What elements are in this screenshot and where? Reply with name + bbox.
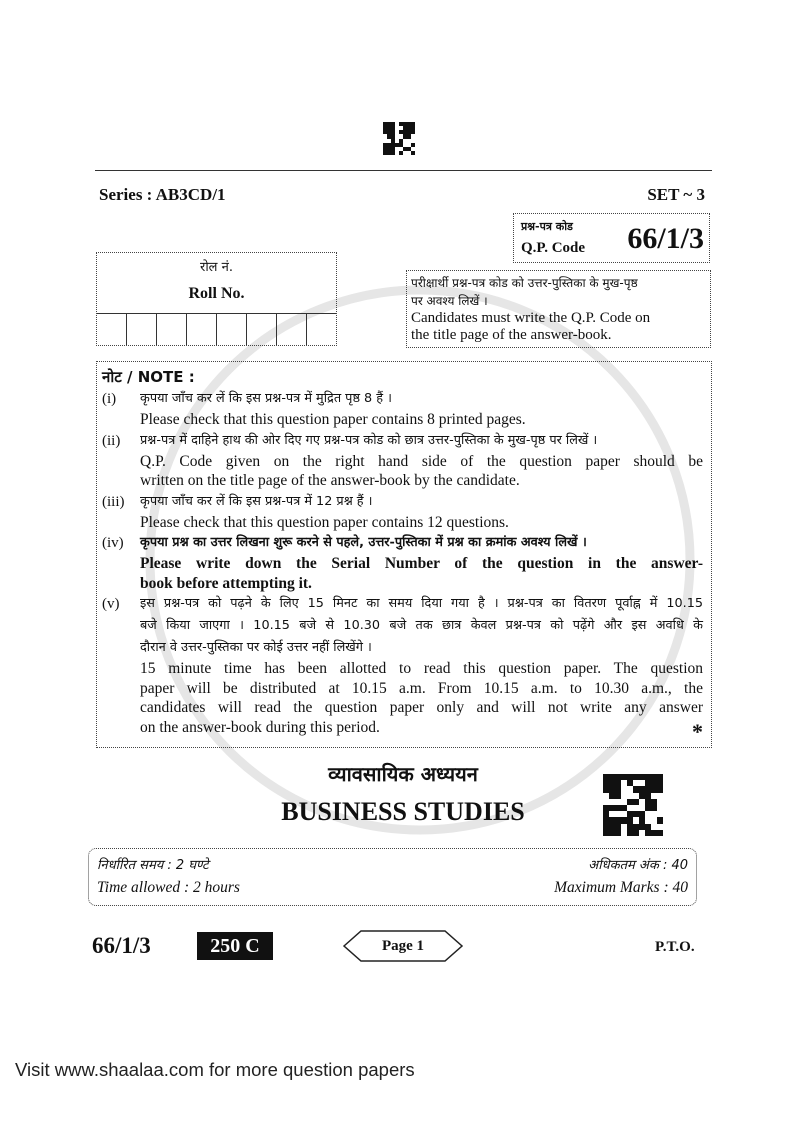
roll-number-cell[interactable] [127, 314, 157, 345]
footer-qp-code: 66/1/3 [92, 933, 151, 958]
subject-title-en: BUSINESS STUDIES [281, 797, 525, 826]
time-allowed-en: Time allowed : 2 hours [97, 879, 240, 896]
qp-code-label-hi: प्रश्न-पत्र कोड [521, 220, 573, 233]
qp-code-box [513, 213, 710, 263]
roll-number-cells [97, 313, 336, 345]
candidate-note-en-1: Candidates must write the Q.P. Code on [411, 310, 651, 326]
note-item [102, 388, 703, 430]
note-item-english: Please check that this question paper contains 8 printed pages. [140, 411, 526, 428]
note-item-english: Q.P. Code given on the right hand side of the question paper should be [140, 452, 703, 470]
note-box [96, 361, 712, 748]
note-item [102, 491, 703, 533]
time-marks-box [88, 848, 697, 906]
roll-label-en: Roll No. [188, 285, 245, 302]
note-item-english: candidates will read the question paper only and will not write any answer [140, 699, 703, 716]
max-marks-hi: अधिकतम अंक : 40 [588, 858, 688, 873]
qp-code-value: 66/1/3 [627, 222, 704, 255]
note-title: नोट / NOTE : [102, 368, 195, 386]
note-item-english: 15 minute time has been allotted to read this question paper. The question [140, 660, 703, 677]
roll-number-cell[interactable] [217, 314, 247, 345]
note-item [102, 532, 703, 593]
note-item-number: (iv) [102, 535, 124, 551]
roll-number-box [96, 252, 337, 346]
note-item-english: Please write down the Serial Number of the question in the answer- [140, 555, 703, 572]
series-label: Series : AB3CD/1 [99, 185, 226, 204]
subject-title-hi: व्यावसायिक अध्ययन [328, 762, 478, 786]
note-item-english: book before attempting it. [140, 574, 312, 592]
note-item-english: written on the title page of the answer-book by the candidate. [140, 472, 520, 489]
candidate-note-hi-2: पर अवश्य लिखें । [411, 294, 488, 308]
note-item-hindi: प्रश्न-पत्र में दाहिने हाथ की ओर दिए गए प्रश्न-पत्र कोड को छात्र उत्तर-पुस्तिका के मुख-पृष्ठ पर लिखें । [140, 432, 598, 448]
roll-number-cell[interactable] [97, 314, 127, 345]
note-item-hindi: इस प्रश्न-पत्र को पढ़ने के लिए 15 मिनट का समय दिया गया है । प्रश्न-पत्र का वितरण पूर्वाह्न में 10.15 [140, 596, 703, 611]
candidate-note-hi-1: परीक्षार्थी प्रश्न-पत्र कोड को उत्तर-पुस्तिका के मुख-पृष्ठ [411, 276, 638, 290]
pto-label: P.T.O. [655, 939, 695, 955]
note-item [102, 430, 703, 491]
note-item-number: (ii) [102, 432, 121, 449]
roll-number-cell[interactable] [277, 314, 307, 345]
subject-block [0, 752, 800, 848]
qr-code-top [383, 122, 415, 155]
time-allowed-hi: निर्धारित समय : 2 घण्टे [97, 858, 209, 873]
note-item-hindi: कृपया जाँच कर लें कि इस प्रश्न-पत्र में मुद्रित पृष्ठ 8 हैं । [140, 391, 392, 406]
page-number: Page 1 [381, 938, 425, 954]
note-item-english: Please check that this question paper contains 12 questions. [140, 513, 509, 531]
set-label: SET ~ 3 [647, 185, 705, 204]
roll-number-cell[interactable] [187, 314, 217, 345]
roll-number-cell[interactable] [157, 314, 187, 345]
note-item-english: on the answer-book during this period. [140, 718, 380, 736]
note-item-hindi: दौरान वे उत्तर-पुस्तिका पर कोई उत्तर नहीं लिखेंगे । [140, 640, 372, 655]
candidate-note-en-2: the title page of the answer-book. [411, 327, 612, 343]
note-item-hindi: बजे किया जाएगा । 10.15 बजे से 10.30 बजे तक छात्र केवल प्रश्न-पत्र को पढ़ेंगे और इस अवधि के [140, 618, 703, 633]
footer-badge: 250 C [197, 932, 273, 960]
roll-number-cell[interactable] [307, 314, 336, 345]
site-note: Visit www.shaalaa.com for more question papers [15, 1059, 415, 1080]
header-rule [95, 170, 712, 171]
star-mark: * [692, 719, 703, 744]
note-item-hindi: कृपया जाँच कर लें कि इस प्रश्न-पत्र में 12 प्रश्न हैं । [140, 493, 373, 509]
note-item-number: (iii) [102, 493, 125, 510]
max-marks-en: Maximum Marks : 40 [554, 879, 688, 896]
note-item-number: (v) [102, 596, 120, 612]
footer [0, 928, 800, 968]
note-item-number: (i) [102, 391, 117, 407]
roll-label-hi: रोल नं. [200, 260, 233, 275]
candidate-instruction-box [406, 270, 711, 348]
note-item-english: paper will be distributed at 10.15 a.m. From 10.15 a.m. to 10.30 a.m., the [140, 679, 703, 697]
qp-code-label-en: Q.P. Code [521, 240, 586, 256]
qr-code-subject [603, 774, 663, 836]
roll-number-cell[interactable] [247, 314, 277, 345]
note-item [102, 593, 703, 737]
note-item-hindi: कृपया प्रश्न का उत्तर लिखना शुरू करने से पहले, उत्तर-पुस्तिका में प्रश्न का क्रमांक अवश्य लिखें । [140, 535, 587, 550]
